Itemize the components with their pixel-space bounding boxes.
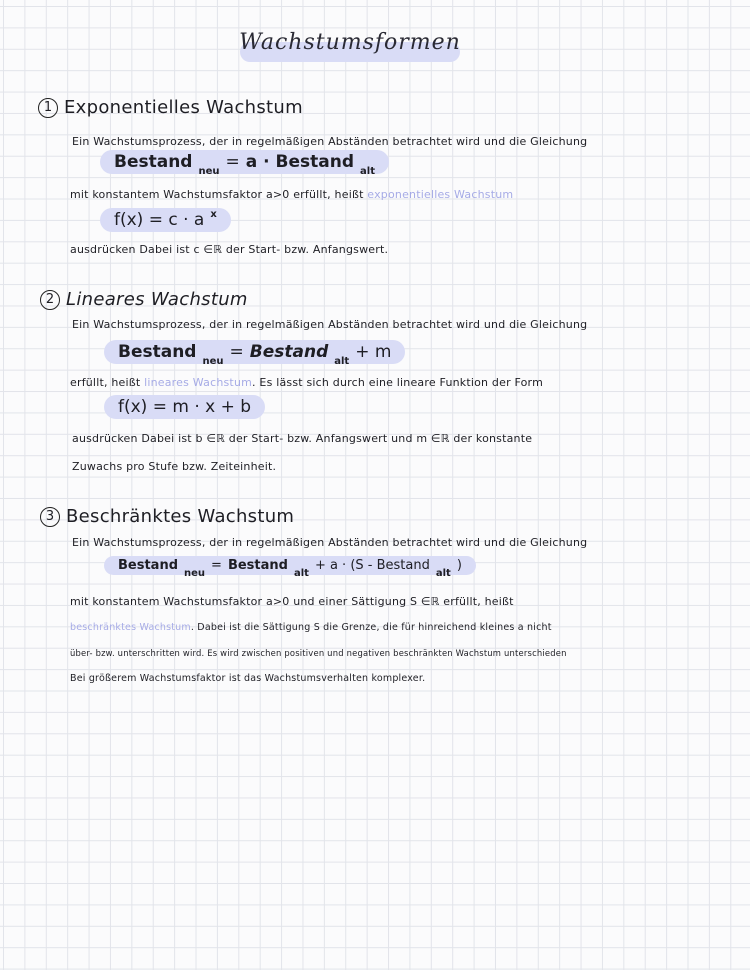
page-title: [230, 30, 470, 68]
section-2-line-2: [70, 376, 543, 389]
formula-equals: =: [225, 152, 240, 172]
formula-term: Bestand: [118, 558, 179, 573]
section-3-formula-1: [104, 556, 476, 579]
section-2-line-4: Zuwachs pro Stufe bzw. Zeiteinheit.: [72, 460, 277, 473]
section-2-heading: [40, 289, 248, 310]
section-3-title: Beschränktes Wachstum: [66, 506, 295, 527]
formula-subscript: neu: [198, 166, 220, 177]
section-3-number: 3: [40, 507, 60, 527]
section-1-formula-1: [100, 150, 389, 177]
section-3-line-1: Ein Wachstumsprozess, der in regelmäßigen Abständen betrachtet wird und die Gleichung: [72, 536, 588, 549]
section-3-line-2: mit konstantem Wachstumsfaktor a>0 und einer Sättigung S ∈ℝ erfüllt, heißt: [70, 595, 514, 608]
formula-term: f(x) = c · a: [114, 210, 205, 230]
formula-term: Bestand: [114, 152, 193, 172]
section-2-formula-2: [104, 395, 265, 419]
section-1-line-1: Ein Wachstumsprozess, der in regelmäßigen Abständen betrachtet wird und die Gleichung: [72, 135, 588, 148]
section-3-line-3: [70, 622, 552, 633]
formula-subscript: neu: [202, 356, 224, 367]
formula-subscript: alt: [334, 356, 350, 367]
text-run: erfüllt, heißt: [70, 376, 145, 389]
formula-term: f(x) = m · x + b: [118, 397, 252, 417]
text-run: mit konstantem Wachstumsfaktor a>0 erfüllt, heißt: [70, 188, 368, 201]
formula-term: Bestand: [249, 342, 329, 362]
section-2-title: Lineares Wachstum: [66, 289, 248, 310]
highlighted-term: lineares Wachstum: [144, 376, 253, 389]
text-run: . Dabei ist die Sättigung S die Grenze, die für hinreichend kleines a nicht: [190, 622, 552, 633]
section-3-line-5: Bei größerem Wachstumsfaktor ist das Wachstumsverhalten komplexer.: [70, 673, 426, 684]
formula-term: ): [456, 558, 462, 573]
section-3-heading: [40, 506, 294, 527]
formula-term: + a · (S - Bestand: [314, 558, 430, 573]
section-1-number: 1: [38, 98, 58, 118]
section-2-line-1: Ein Wachstumsprozess, der in regelmäßigen Abständen betrachtet wird und die Gleichung: [72, 318, 588, 331]
formula-subscript: alt: [293, 568, 309, 579]
section-1-formula-2: [100, 208, 231, 232]
highlighted-term: beschränktes Wachstum: [70, 622, 191, 633]
highlighted-term: exponentielles Wachstum: [367, 188, 514, 201]
section-1-title: Exponentielles Wachstum: [64, 97, 303, 118]
section-2-number: 2: [40, 290, 60, 310]
formula-term: Bestand: [227, 558, 288, 573]
section-2-formula-1: [104, 340, 405, 367]
formula-subscript: alt: [360, 166, 375, 177]
page-title-text: Wachstumsformen: [239, 30, 461, 55]
section-1-line-2: [70, 188, 513, 201]
formula-subscript: neu: [184, 568, 206, 579]
formula-equals: =: [229, 342, 244, 362]
formula-term: Bestand: [118, 342, 197, 362]
section-1-heading: [38, 97, 303, 118]
formula-term: + m: [355, 342, 392, 362]
formula-exponent: x: [210, 209, 217, 220]
section-2-line-3: ausdrücken Dabei ist b ∈ℝ der Start- bzw. Anfangswert und m ∈ℝ der konstante: [72, 432, 533, 445]
section-1-line-3: ausdrücken Dabei ist c ∈ℝ der Start- bzw. Anfangswert.: [70, 243, 389, 256]
section-3-line-4: über- bzw. unterschritten wird. Es wird zwischen positiven und negativen beschränkten Wachstum unterschieden: [70, 648, 567, 658]
formula-term: a · Bestand: [245, 152, 355, 172]
formula-equals: =: [211, 558, 222, 573]
text-run: . Es lässt sich durch eine lineare Funktion der Form: [252, 376, 544, 389]
formula-subscript: alt: [435, 568, 451, 579]
